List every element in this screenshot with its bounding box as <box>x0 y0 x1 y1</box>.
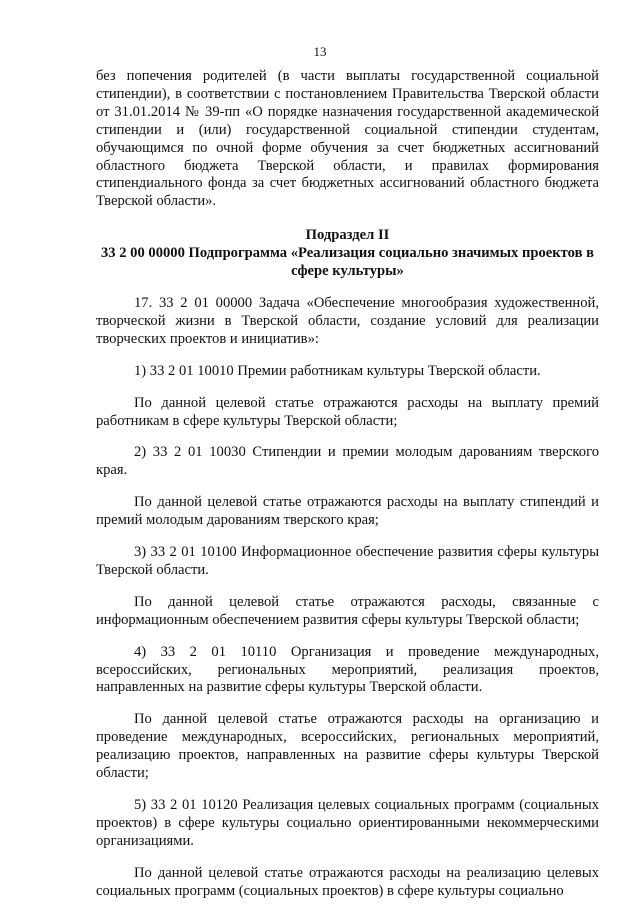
item-title-4: 4) 33 2 01 10110 Организация и проведение международных, всероссийских, региональных мероприятий, реализация проектов, направленных на развитие сферы культуры Тверской области. <box>96 643 599 696</box>
item-description-5: По данной целевой статье отражаются расходы на реализацию целевых социальных программ (социальных проектов) в сфере культуры социально <box>96 864 599 899</box>
item-title-1: 1) 33 2 01 10010 Премии работникам культуры Тверской области. <box>134 362 541 379</box>
subprogram-title: 33 2 00 00000 Подпрограмма «Реализация социально значимых проектов в сфере культуры» <box>100 245 594 280</box>
task-paragraph: 17. 33 2 01 00000 Задача «Обеспечение многообразия художественной, творческой жизни в Тверской области, создание условий для реализации творческих проектов и инициатив»: <box>96 294 599 347</box>
subsection-title: Подраздел II <box>305 227 390 244</box>
item-description-1: По данной целевой статье отражаются расходы на выплату премий работникам в сфере культуры Тверской области; <box>96 394 599 429</box>
item-title-2: 2) 33 2 01 10030 Стипендии и премии молодым дарованиям тверского края. <box>96 444 599 479</box>
item-description-2: По данной целевой статье отражаются расходы на выплату стипендий и премий молодым дарованиям тверского края; <box>96 494 599 529</box>
item-title-3: 3) 33 2 01 10100 Информационное обеспечение развития сферы культуры Тверской области. <box>96 544 599 578</box>
item-description-3: По данной целевой статье отражаются расходы, связанные с информационным обеспечением развития сферы культуры Тверской области; <box>96 593 599 628</box>
intro-paragraph: без попечения родителей (в части выплаты государственной социальной стипендии), в соответствии с постановлением Правительства Тверской области от 31.01.2014 № 39-пп «О порядке назначения государственной академической стипендии и (или) государственной социальной стипендии студентам, обучающимся по очной форме обучения за счет бюджетных ассигнований областного бюджета Тверской области, и правилах формирования стипендиального фонда за счет бюджетных ассигнований областного бюджета Тверской области». <box>96 68 599 210</box>
item-title-5: 5) 33 2 01 10120 Реализация целевых социальных программ (социальных проектов) в сфере культуры социально ориентированными некоммерческими организациями. <box>96 797 599 849</box>
page-number: 13 <box>313 44 327 59</box>
document-body <box>96 68 599 901</box>
item-description-4: По данной целевой статье отражаются расходы на организацию и проведение международных, всероссийских, региональных мероприятий, реализацию проектов, направленных на развитие сферы культуры Тверской области; <box>96 711 599 782</box>
